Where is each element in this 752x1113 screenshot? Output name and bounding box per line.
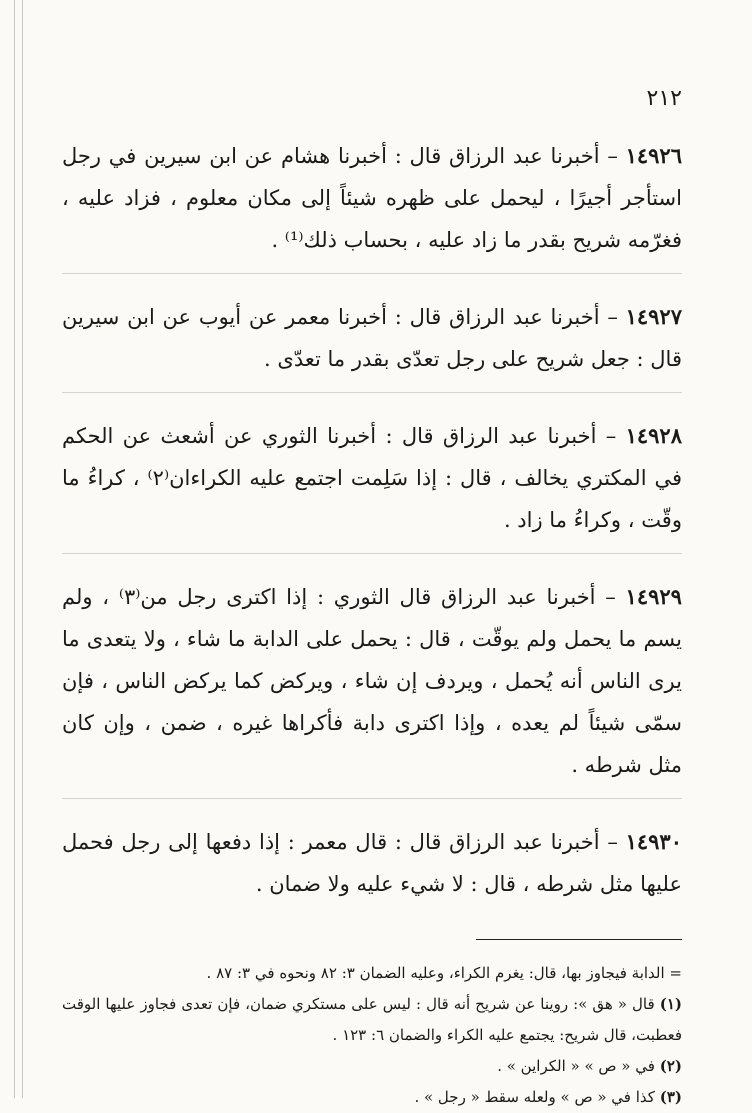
entry-text: أخبرنا عبد الرزاق قال : أخبرنا هشام عن ابن سيرين في رجل استأجر أجيرًا ، ليحمل على ظهره شيئاً إلى مكان معلوم ، فزاد عليه ، فغرّمه شريح بقدر ما زاد عليه ، بحساب ذلك⁽¹⁾ . bbox=[62, 144, 682, 252]
page bbox=[62, 86, 682, 1113]
entry-separator: – bbox=[607, 830, 618, 854]
footnote-text: كذا في « ص » ولعله سقط « رجل » . bbox=[414, 1088, 655, 1106]
hadith-entry bbox=[62, 415, 682, 554]
footnote-number: (١) bbox=[659, 995, 682, 1013]
entry-separator: – bbox=[605, 424, 617, 448]
hadith-entry bbox=[62, 135, 682, 274]
entry-text: أخبرنا عبد الرزاق قال : قال معمر : إذا دفعها إلى رجل فحمل عليها مثل شرطه ، قال : لا شيء عليه ولا ضمان . bbox=[62, 830, 682, 896]
footnote-text: = الدابة فيجاوز بها، قال: يغرم الكراء، وعليه الضمان ٣: ٨٢ ونحوه في ٣: ٨٧ . bbox=[206, 964, 682, 982]
footnote-number: (٢) bbox=[659, 1057, 682, 1075]
hadith-entry bbox=[62, 576, 682, 799]
footnote-text: قال « هق »: روينا عن شريح أنه قال : ليس على مستكري ضمان، فإن تعدى فجاوز عليها الوقت فعطبت، قال شريح: يجتمع عليه الكراء والضمان ٦: ١٢٣ . bbox=[62, 995, 682, 1044]
footnote-divider bbox=[476, 939, 682, 940]
entry-number: ١٤٩٣٠ bbox=[625, 829, 682, 854]
footnote-number: (٣) bbox=[659, 1088, 682, 1106]
footnote bbox=[62, 989, 682, 1051]
footnote bbox=[62, 1051, 682, 1082]
entry-text: أخبرنا عبد الرزاق قال الثوري : إذا اكترى رجل من⁽٣⁾ ، ولم يسم ما يحمل ولم يوقّت ، قال : يحمل على الدابة ما شاء ، ولا يتعدى ما يرى الناس أنه يُحمل ، ويردف إن شاء ، ويركض كما يركض الناس ، فإن سمّى شيئاً لم يعده ، وإذا اكترى دابة فأكراها غيره ، ضمن ، وإن كان مثل شرطه . bbox=[62, 585, 682, 777]
page-number: ٢١٢ bbox=[646, 86, 682, 111]
entry-separator: – bbox=[605, 585, 616, 609]
hadith-entry bbox=[62, 821, 682, 917]
entry-separator: – bbox=[607, 144, 618, 168]
footnote bbox=[62, 958, 682, 989]
gutter-line bbox=[14, 0, 15, 1098]
entry-number: ١٤٩٢٦ bbox=[625, 143, 682, 168]
gutter-line bbox=[22, 0, 23, 1098]
entry-separator: – bbox=[607, 305, 618, 329]
hadith-entry bbox=[62, 296, 682, 393]
entry-text: أخبرنا عبد الرزاق قال : أخبرنا الثوري عن أشعث عن الحكم في المكتري يخالف ، قال : إذا سَلِمت اجتمع عليه الكراءان⁽٢⁾ ، كراءُ ما وقّت ، وكراءُ ما زاد . bbox=[62, 424, 683, 532]
entry-text: أخبرنا عبد الرزاق قال : أخبرنا معمر عن أيوب عن ابن سيرين قال : جعل شريح على رجل تعدّى بقدر ما تعدّى . bbox=[62, 305, 682, 371]
footnote-text: في « ص » « الكراين » . bbox=[497, 1057, 655, 1075]
entry-number: ١٤٩٢٨ bbox=[625, 423, 682, 448]
entry-number: ١٤٩٢٧ bbox=[625, 304, 682, 329]
footnotes bbox=[62, 958, 682, 1113]
entry-number: ١٤٩٢٩ bbox=[625, 584, 682, 609]
